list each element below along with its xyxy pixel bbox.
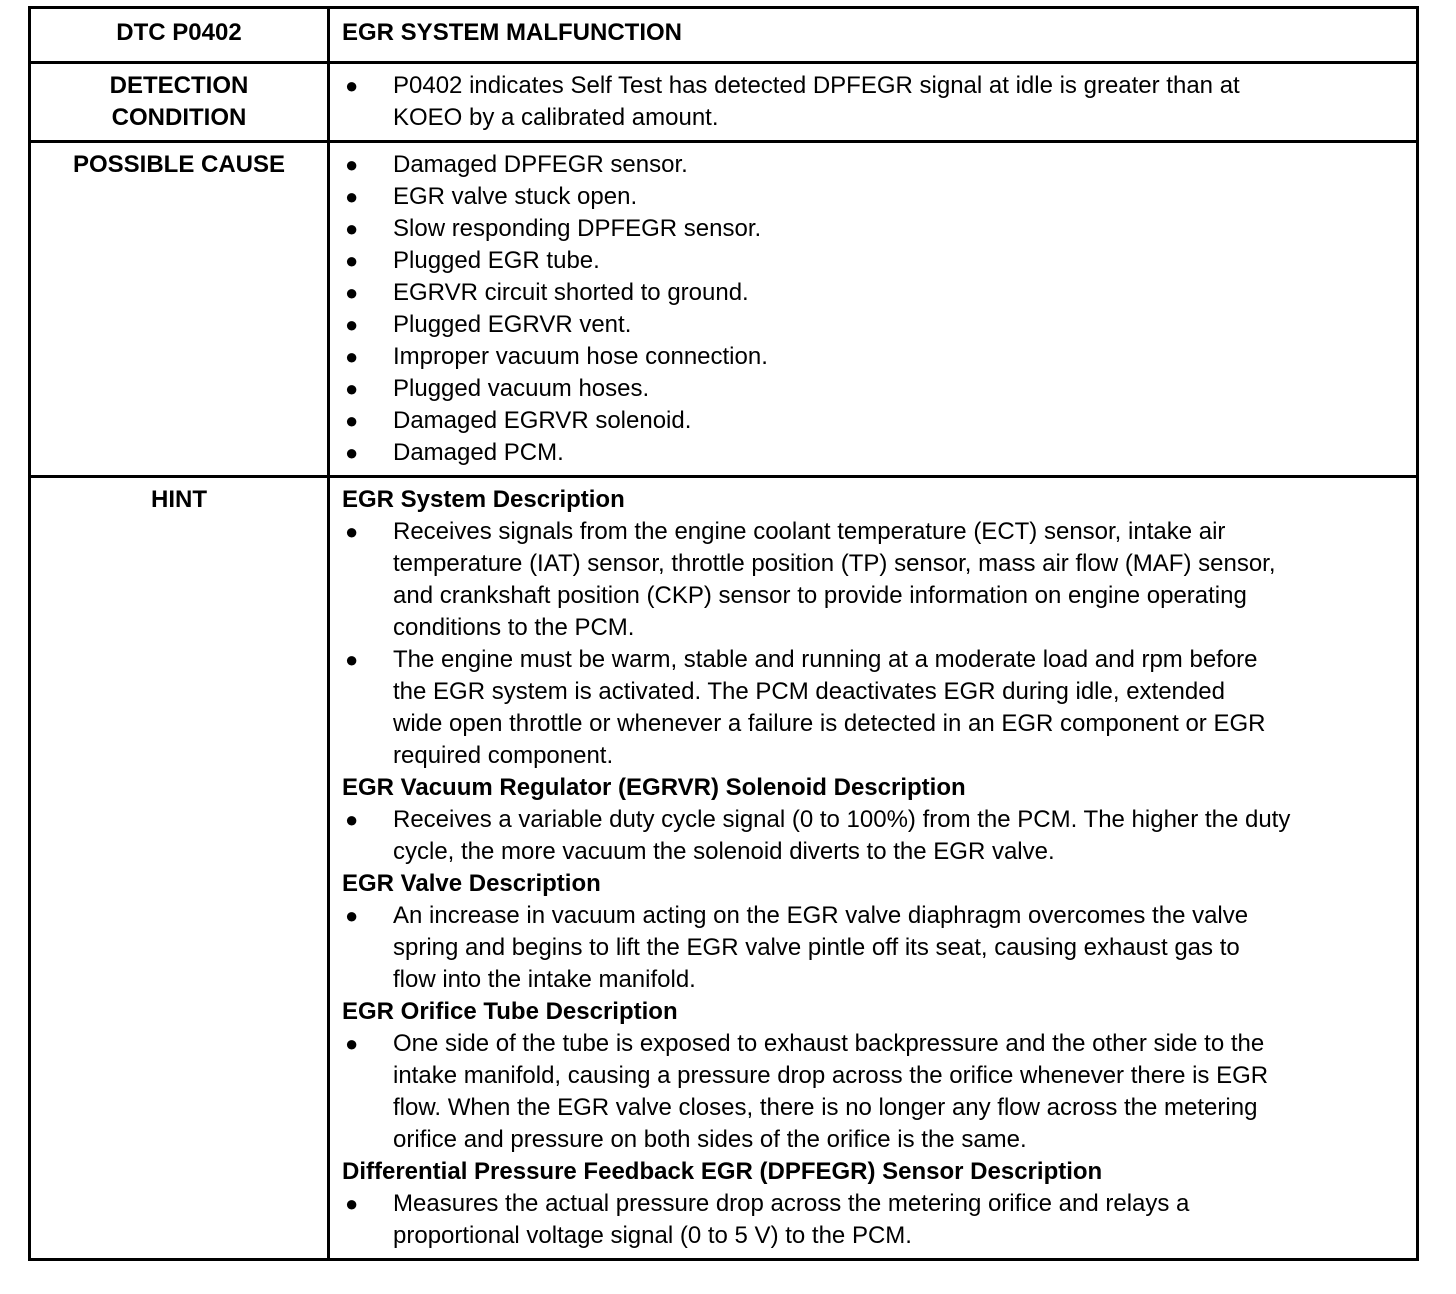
item-line: EGRVR circuit shorted to ground. [393, 279, 749, 306]
bullet-icon: ● [345, 408, 359, 433]
bullet-icon: ● [345, 312, 359, 337]
label-line: CONDITION [111, 104, 247, 131]
hint-row [30, 477, 1418, 1260]
bullet-item [342, 804, 1408, 868]
item-line: Receives signals from the engine coolant temperature (ECT) sensor, intake air [393, 518, 1226, 545]
detection-row [30, 63, 1418, 142]
item-line: proportional voltage signal (0 to 5 V) to the PCM. [393, 1222, 912, 1249]
bullet-icon: ● [345, 519, 359, 544]
bullet-icon: ● [345, 1031, 359, 1056]
detection-content [329, 63, 1418, 142]
item-line: wide open throttle or whenever a failure is detected in an EGR component or EGR [393, 710, 1266, 737]
bullet-item [342, 149, 1408, 181]
item-line: cycle, the more vacuum the solenoid diverts to the EGR valve. [393, 838, 1055, 865]
item-line: P0402 indicates Self Test has detected DPFEGR signal at idle is greater than at [393, 72, 1240, 99]
item-line: flow. When the EGR valve closes, there is no longer any flow across the metering [393, 1094, 1258, 1121]
dtc-title: EGR SYSTEM MALFUNCTION [329, 8, 1418, 63]
item-line: An increase in vacuum acting on the EGR valve diaphragm overcomes the valve [393, 902, 1249, 929]
bullet-icon: ● [345, 216, 359, 241]
item-line: Measures the actual pressure drop across the metering orifice and relays a [393, 1190, 1190, 1217]
bullet-item [342, 373, 1408, 405]
bullet-icon: ● [345, 647, 359, 672]
item-line: the EGR system is activated. The PCM deactivates EGR during idle, extended [393, 678, 1225, 705]
item-line: Plugged EGRVR vent. [393, 311, 632, 338]
item-line: Damaged EGRVR solenoid. [393, 407, 692, 434]
bullet-icon: ● [345, 376, 359, 401]
bullet-item [342, 341, 1408, 373]
bullet-item [342, 516, 1408, 644]
cause-content [329, 142, 1418, 477]
bullet-icon: ● [345, 73, 359, 98]
bullet-icon: ● [345, 280, 359, 305]
bullet-icon: ● [345, 440, 359, 465]
item-line: intake manifold, causing a pressure drop across the orifice whenever there is EGR [393, 1062, 1269, 1089]
item-line: conditions to the PCM. [393, 614, 635, 641]
item-line: Plugged vacuum hoses. [393, 375, 650, 402]
bullet-item [342, 1188, 1408, 1252]
hint-content [329, 477, 1418, 1260]
item-line: and crankshaft position (CKP) sensor to provide information on engine operating [393, 582, 1247, 609]
header-row [30, 8, 1418, 63]
section-heading: EGR System Description [342, 486, 625, 513]
bullet-icon: ● [345, 1191, 359, 1216]
item-line: orifice and pressure on both sides of the orifice is the same. [393, 1126, 1027, 1153]
bullet-icon: ● [345, 248, 359, 273]
bullet-icon: ● [345, 344, 359, 369]
label-line: DETECTION [109, 72, 249, 99]
bullet-item [342, 277, 1408, 309]
item-line: Damaged DPFEGR sensor. [393, 151, 688, 178]
item-line: Improper vacuum hose connection. [393, 343, 768, 370]
dtc-code: DTC P0402 [30, 8, 329, 63]
cause-label: POSSIBLE CAUSE [30, 142, 329, 477]
item-line: temperature (IAT) sensor, throttle position (TP) sensor, mass air flow (MAF) sensor, [393, 550, 1276, 577]
item-line: flow into the intake manifold. [393, 966, 696, 993]
item-line: Plugged EGR tube. [393, 247, 600, 274]
bullet-item [342, 309, 1408, 341]
item-line: One side of the tube is exposed to exhaust backpressure and the other side to the [393, 1030, 1265, 1057]
section-heading: Differential Pressure Feedback EGR (DPFEGR) Sensor Description [342, 1158, 1103, 1185]
bullet-item [342, 900, 1408, 996]
hint-label: HINT [30, 477, 329, 1260]
cause-row [30, 142, 1418, 477]
bullet-item [342, 70, 1408, 134]
item-line: EGR valve stuck open. [393, 183, 638, 210]
item-line: The engine must be warm, stable and running at a moderate load and rpm before [393, 646, 1258, 673]
item-line: Damaged PCM. [393, 439, 564, 466]
dtc-table [28, 6, 1419, 1261]
item-line: Receives a variable duty cycle signal (0 to 100%) from the PCM. The higher the duty [393, 806, 1291, 833]
bullet-icon: ● [345, 903, 359, 928]
bullet-item [342, 181, 1408, 213]
item-line: KOEO by a calibrated amount. [393, 104, 719, 131]
item-line: required component. [393, 742, 614, 769]
section-heading: EGR Orifice Tube Description [342, 998, 678, 1025]
bullet-icon: ● [345, 807, 359, 832]
section-heading: EGR Vacuum Regulator (EGRVR) Solenoid Description [342, 774, 966, 801]
bullet-item [342, 245, 1408, 277]
item-line: spring and begins to lift the EGR valve pintle off its seat, causing exhaust gas to [393, 934, 1240, 961]
bullet-item [342, 437, 1408, 469]
bullet-item [342, 1028, 1408, 1156]
bullet-item [342, 213, 1408, 245]
detection-label [30, 63, 329, 142]
item-line: Slow responding DPFEGR sensor. [393, 215, 762, 242]
bullet-item [342, 644, 1408, 772]
bullet-icon: ● [345, 152, 359, 177]
bullet-item [342, 405, 1408, 437]
section-heading: EGR Valve Description [342, 870, 601, 897]
bullet-icon: ● [345, 184, 359, 209]
